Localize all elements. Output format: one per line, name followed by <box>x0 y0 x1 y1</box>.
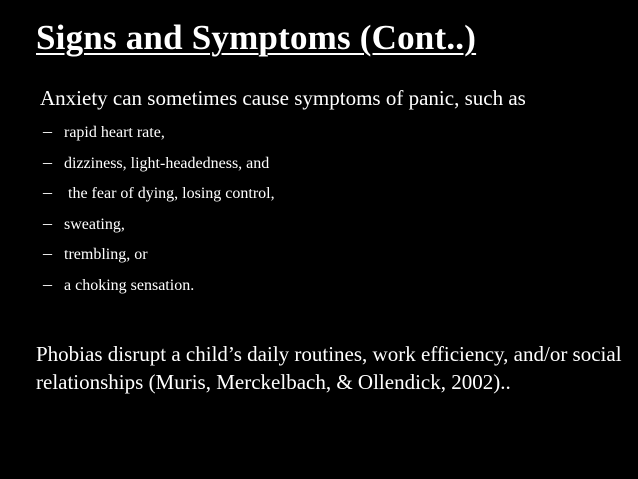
slide-title: Signs and Symptoms (Cont..) <box>36 18 477 57</box>
list-item <box>43 213 275 244</box>
bullet-text: a choking sensation. <box>64 276 195 294</box>
bullet-text: sweating, <box>64 215 125 233</box>
bullet-dash: – <box>43 212 52 233</box>
bullet-dash: – <box>43 243 52 263</box>
bullet-dash: – <box>43 273 52 294</box>
list-item <box>43 152 275 183</box>
bullet-text: rapid heart rate, <box>64 124 165 141</box>
list-item <box>43 182 275 213</box>
intro-text: Anxiety can sometimes cause symptoms of panic, such as <box>40 86 526 110</box>
list-item <box>43 243 275 274</box>
bullet-text: trembling, or <box>64 246 148 263</box>
bullet-text: dizziness, light-headedness, and <box>64 154 270 172</box>
bullet-text: the fear of dying, losing control, <box>64 185 275 202</box>
list-item <box>43 121 275 152</box>
symptom-list <box>43 121 275 304</box>
bullet-dash: – <box>43 151 52 172</box>
phobia-paragraph: Phobias disrupt a child’s daily routines, work efficiency, and/or social relationships (Muris, Merckelbach, & Ollendick, 2002).. <box>36 342 622 394</box>
list-item <box>43 274 275 305</box>
bullet-dash: – <box>43 121 52 141</box>
bullet-dash: – <box>43 182 52 202</box>
